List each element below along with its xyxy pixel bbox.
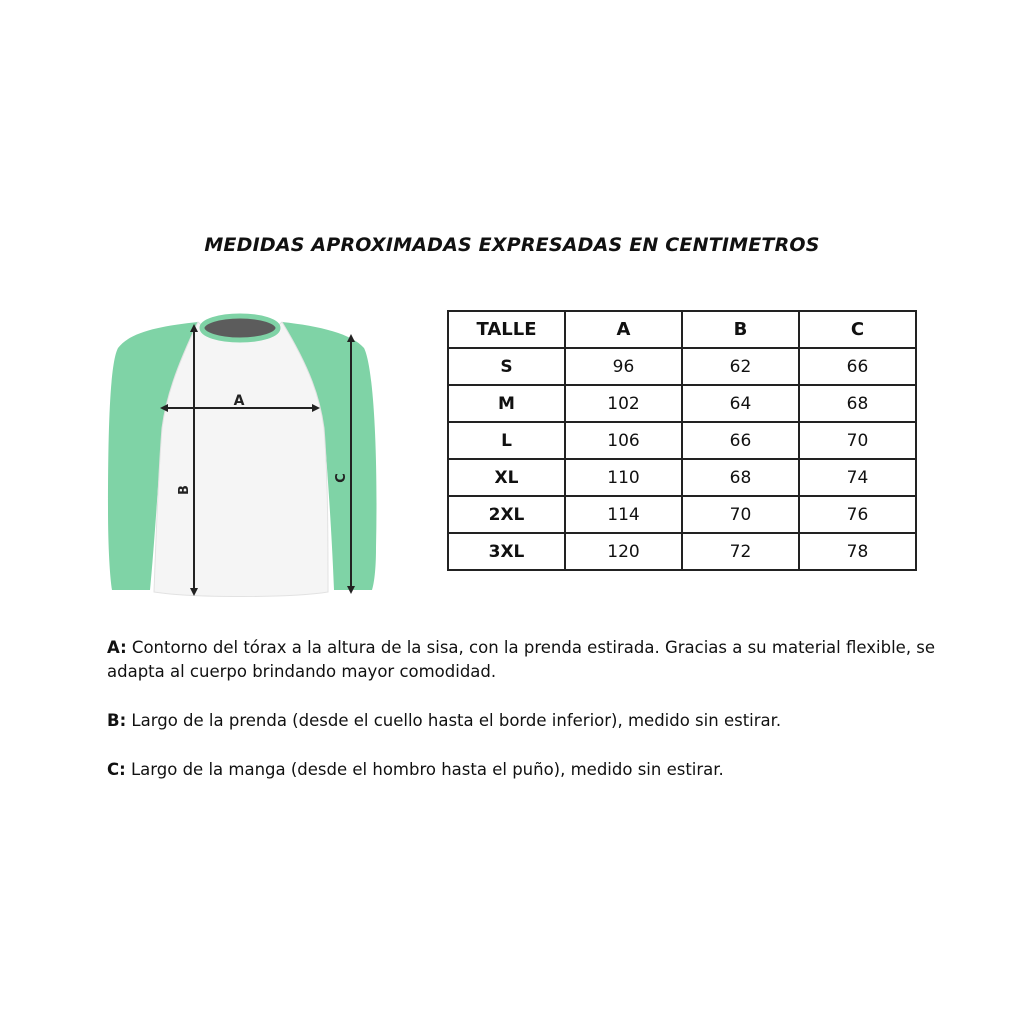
- table-row: [448, 496, 916, 533]
- note-a: [107, 636, 937, 684]
- page-title: MEDIDAS APROXIMADAS EXPRESADAS EN CENTIMETROS: [204, 234, 820, 256]
- table-row: [448, 533, 916, 570]
- note-text: Largo de la prenda (desde el cuello hasta el borde inferior), medido sin estirar.: [126, 711, 782, 730]
- note-key: C:: [107, 760, 126, 779]
- measure-b-cell: 62: [682, 348, 799, 385]
- size-table: [447, 310, 917, 571]
- size-cell: XL: [448, 459, 565, 496]
- measure-b-cell: 68: [682, 459, 799, 496]
- table-row: [448, 348, 916, 385]
- measure-b-cell: 70: [682, 496, 799, 533]
- measure-c-cell: 68: [799, 385, 916, 422]
- shirt-body: [154, 322, 328, 597]
- measure-a-cell: 110: [565, 459, 682, 496]
- table-header-talle: TALLE: [448, 311, 565, 348]
- table-header-b: B: [682, 311, 799, 348]
- measure-b-cell: 66: [682, 422, 799, 459]
- measure-a-cell: 106: [565, 422, 682, 459]
- shirt-illustration: [100, 308, 390, 598]
- measure-c-cell: 66: [799, 348, 916, 385]
- table-row: [448, 422, 916, 459]
- note-text: Largo de la manga (desde el hombro hasta el puño), medido sin estirar.: [125, 760, 724, 779]
- note-c: [107, 758, 937, 782]
- size-cell: L: [448, 422, 565, 459]
- table-header-row: [448, 311, 916, 348]
- table-header-a: A: [565, 311, 682, 348]
- note-key: B:: [107, 711, 127, 730]
- collar: [202, 316, 278, 340]
- measure-b-cell: 72: [682, 533, 799, 570]
- table-row: [448, 385, 916, 422]
- size-cell: 2XL: [448, 496, 565, 533]
- measure-a-cell: 102: [565, 385, 682, 422]
- measure-c-cell: 70: [799, 422, 916, 459]
- shirt-diagram: [100, 308, 390, 598]
- measure-c-cell: 76: [799, 496, 916, 533]
- measure-c-cell: 78: [799, 533, 916, 570]
- note-text: Contorno del tórax a la altura de la sisa, con la prenda estirada. Gracias a su material flexible, se adapta al cuerpo brindando mayor comodidad.: [107, 638, 936, 681]
- measure-b-cell: 64: [682, 385, 799, 422]
- table-row: [448, 459, 916, 496]
- size-cell: 3XL: [448, 533, 565, 570]
- label-a: A: [233, 393, 245, 409]
- note-b: [107, 709, 937, 733]
- measure-a-cell: 96: [565, 348, 682, 385]
- size-cell: S: [448, 348, 565, 385]
- measure-c-cell: 74: [799, 459, 916, 496]
- table-header-c: C: [799, 311, 916, 348]
- measure-a-cell: 120: [565, 533, 682, 570]
- table-body: [448, 348, 916, 570]
- label-c: C: [334, 473, 349, 483]
- measurement-notes: [107, 636, 937, 807]
- note-key: A:: [107, 638, 127, 657]
- size-cell: M: [448, 385, 565, 422]
- label-b: B: [177, 485, 192, 495]
- measure-a-cell: 114: [565, 496, 682, 533]
